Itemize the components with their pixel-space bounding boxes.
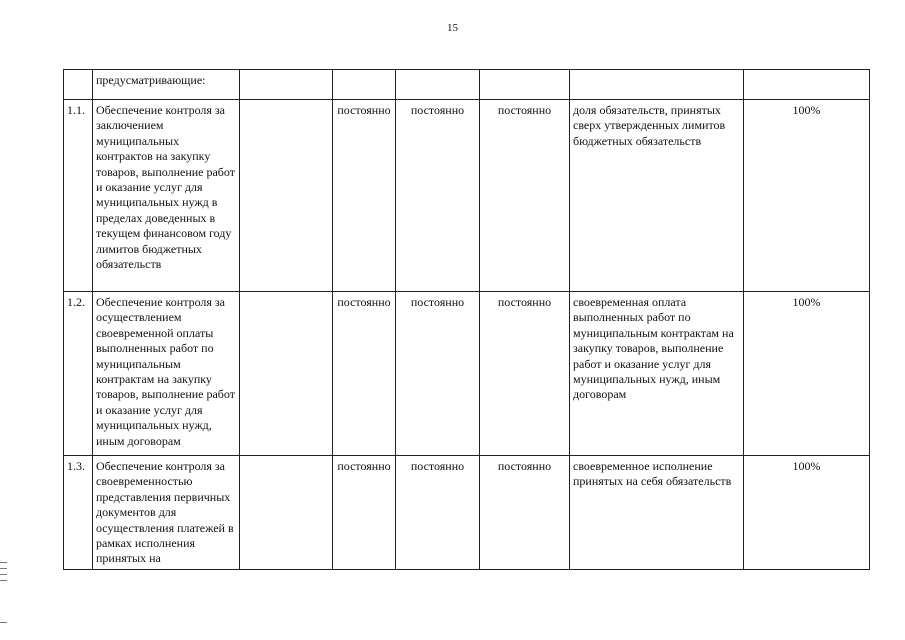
scan-mark (0, 562, 7, 563)
period-cell: постоянно (333, 456, 396, 570)
row-number: 1.2. (64, 292, 93, 456)
row-number (64, 70, 93, 100)
empty-cell (240, 292, 333, 456)
period-cell: постоянно (333, 100, 396, 292)
value-cell: 100% (744, 100, 870, 292)
period-cell (396, 70, 480, 100)
row-number: 1.3. (64, 456, 93, 570)
table-row (64, 70, 870, 100)
period-cell: постоянно (396, 100, 480, 292)
table-row (64, 456, 870, 570)
task-cell: Обеспечение контроля за заключением муниципальных контрактов на закупку товаров, выполнение работ и оказание услуг для муниципальных нужд в пределах доведенных в текущем финансовом году лимитов бюджетных обязательств (93, 100, 240, 292)
period-cell (480, 70, 570, 100)
period-cell: постоянно (480, 456, 570, 570)
period-cell: постоянно (396, 292, 480, 456)
period-cell (333, 70, 396, 100)
scan-mark (0, 568, 7, 569)
value-cell: 100% (744, 292, 870, 456)
plan-table (63, 69, 870, 570)
table-row (64, 100, 870, 292)
empty-cell (240, 456, 333, 570)
period-cell: постоянно (480, 100, 570, 292)
empty-cell (240, 100, 333, 292)
task-cell: Обеспечение контроля за своевременностью представления первичных документов для осуществления платежей в рамках исполнения принятых на (93, 456, 240, 570)
value-cell (744, 70, 870, 100)
row-number: 1.1. (64, 100, 93, 292)
period-cell: постоянно (333, 292, 396, 456)
value-cell: 100% (744, 456, 870, 570)
indicator-cell (570, 70, 744, 100)
empty-cell (240, 70, 333, 100)
task-cell: предусматривающие: (93, 70, 240, 100)
scan-mark (0, 574, 7, 575)
scan-mark (0, 580, 7, 581)
period-cell: постоянно (480, 292, 570, 456)
table-row (64, 292, 870, 456)
indicator-cell: своевременная оплата выполненных работ по муниципальным контрактам на закупку товаров, выполнение работ и оказание услуг для муниципальных нужд, иным договорам (570, 292, 744, 456)
task-cell: Обеспечение контроля за осуществлением своевременной оплаты выполненных работ по муниципальным контрактам на закупку товаров, выполнение работ и оказание услуг для муниципальных нужд, иным договорам (93, 292, 240, 456)
indicator-cell: своевременное исполнение принятых на себя обязательств (570, 456, 744, 570)
page-number: 15 (447, 22, 458, 34)
indicator-cell: доля обязательств, принятых сверх утвержденных лимитов бюджетных обязательств (570, 100, 744, 292)
scan-mark (0, 622, 7, 623)
period-cell: постоянно (396, 456, 480, 570)
